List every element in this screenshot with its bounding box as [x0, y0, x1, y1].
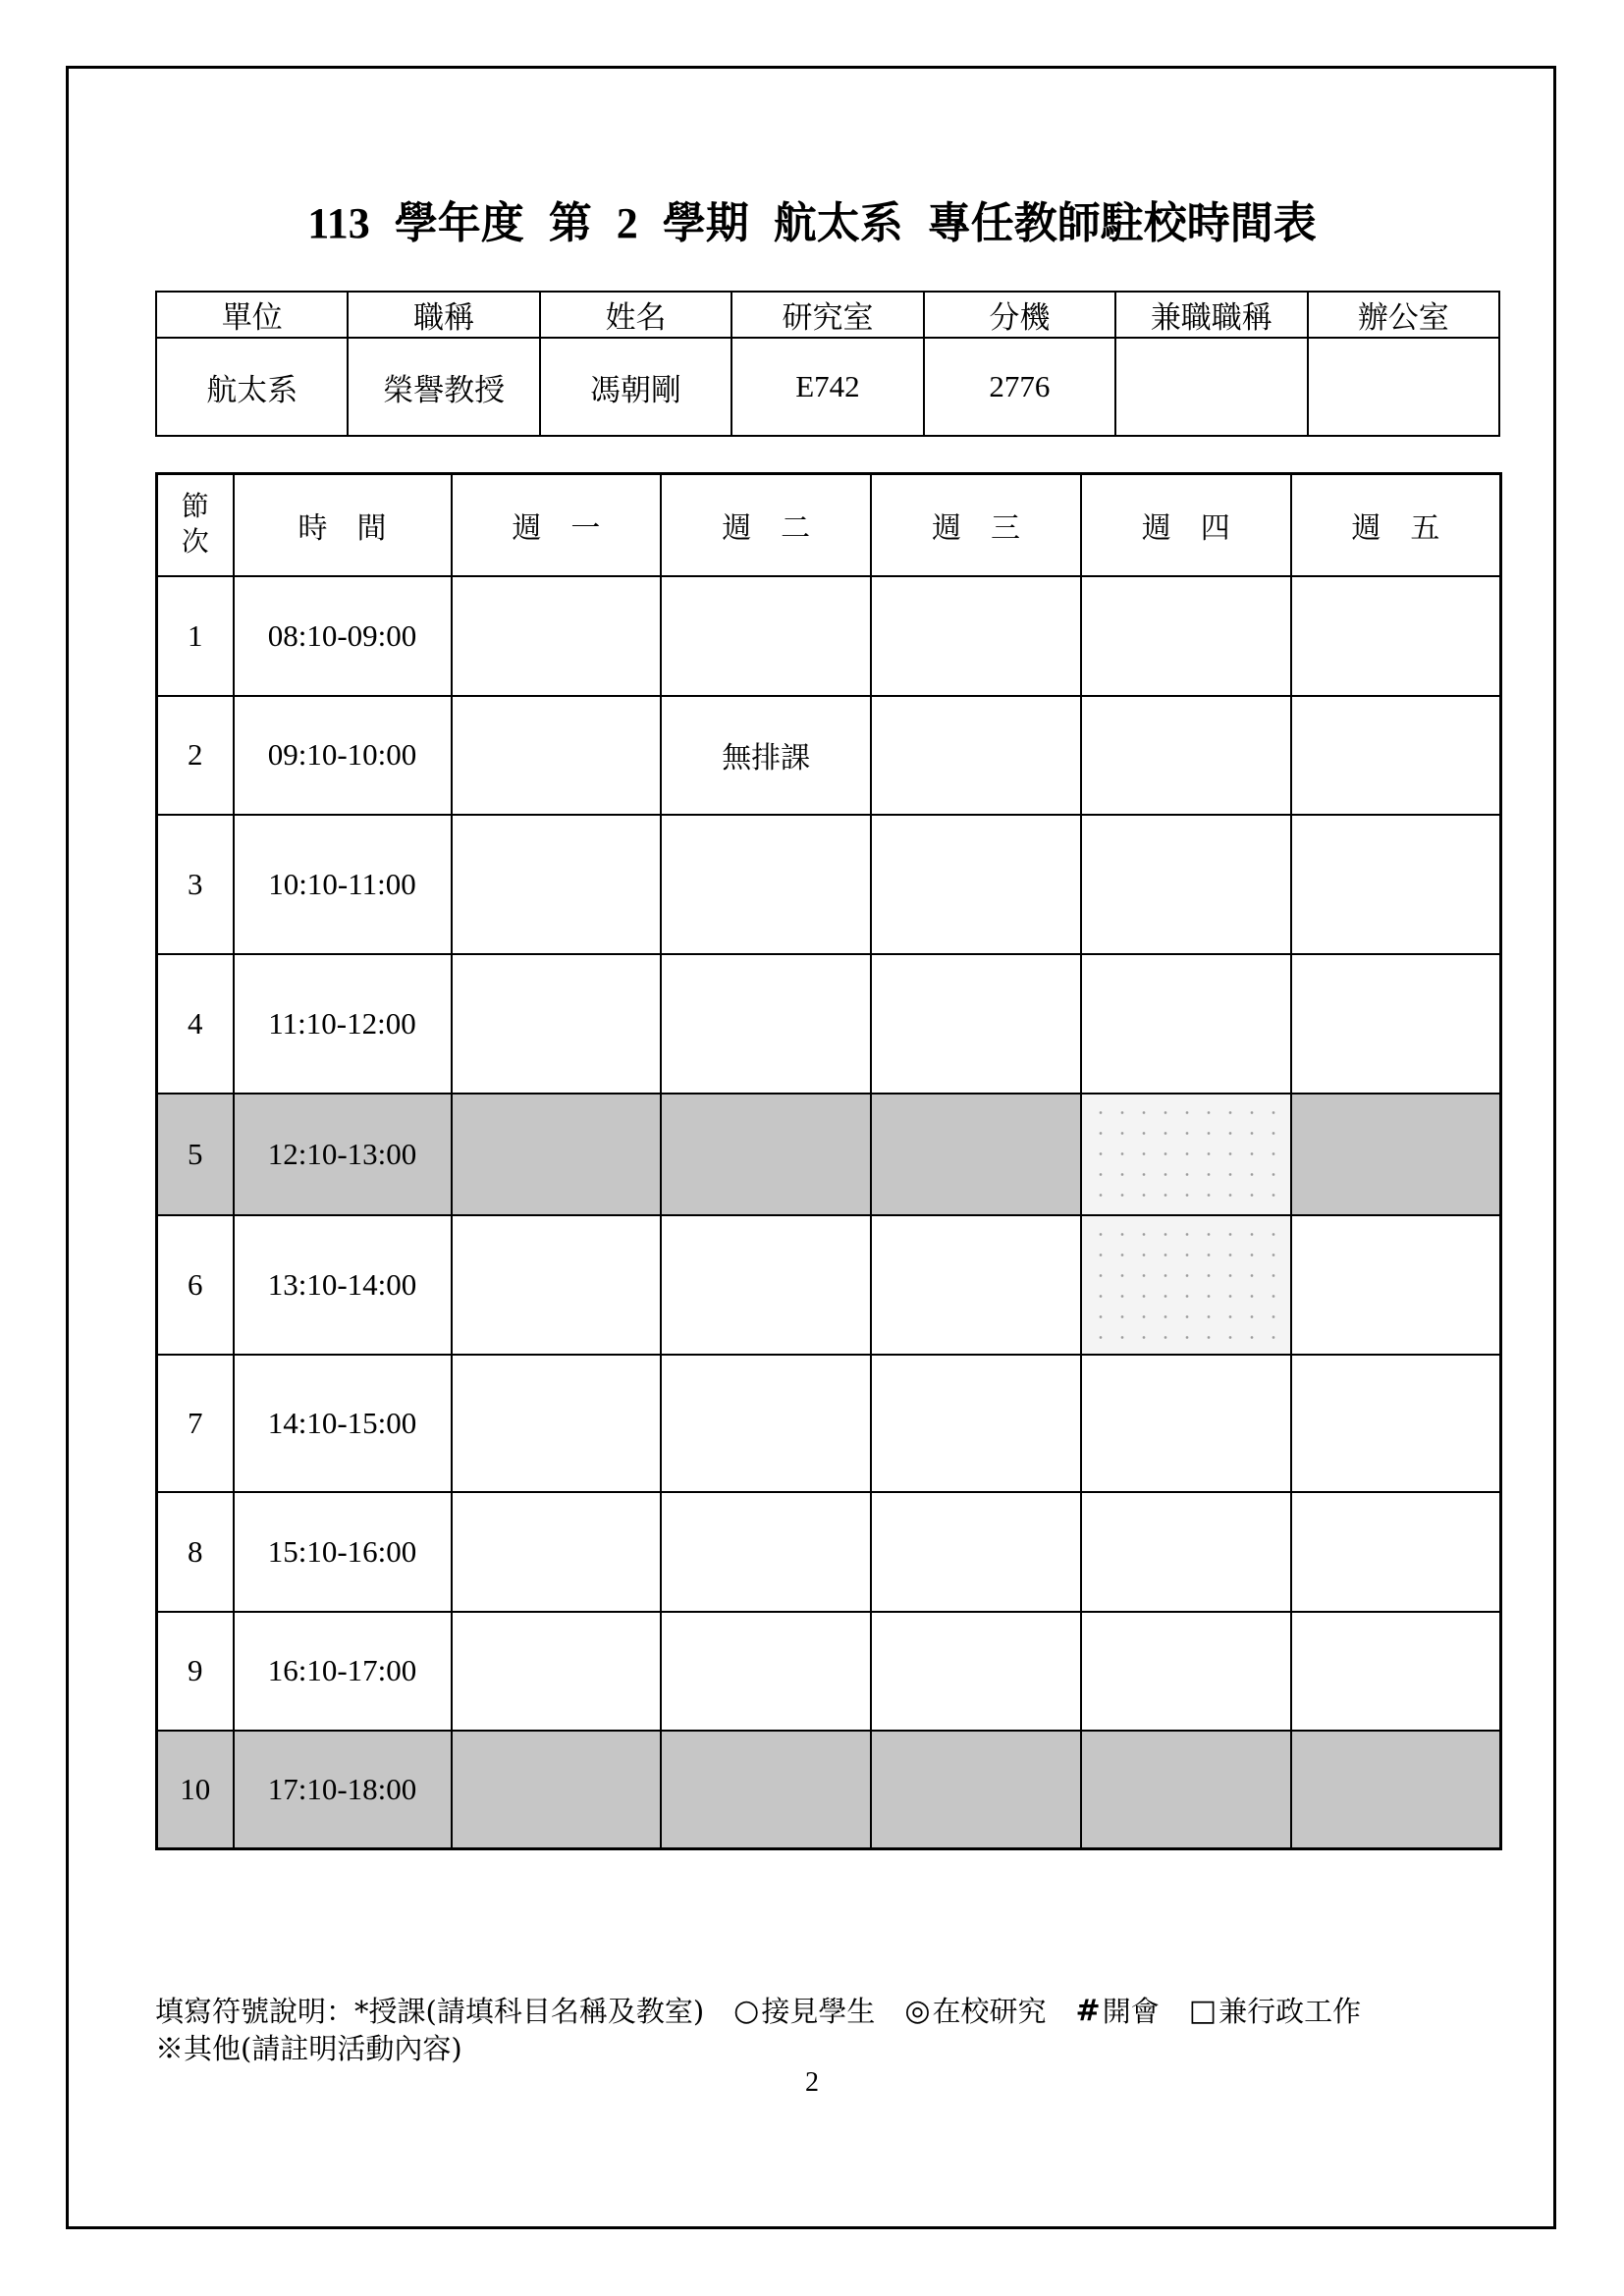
slot-cell-wed [871, 1355, 1081, 1492]
slot-cell-thu [1081, 815, 1291, 954]
slot-cell-mon [452, 815, 662, 954]
time-range-cell: 16:10-17:00 [234, 1612, 452, 1731]
info-unit-value: 航太系 [156, 338, 348, 436]
legend-item-admin-work [1189, 1993, 1361, 2030]
slot-cell-wed [871, 1094, 1081, 1215]
slot-cell-thu [1081, 1731, 1291, 1849]
legend-item-on-campus-research [904, 1993, 1046, 2030]
info-header-unit: 單位 [156, 292, 348, 338]
period-number-cell: 9 [157, 1612, 234, 1731]
slot-cell-wed [871, 1215, 1081, 1355]
slot-cell-fri [1291, 815, 1501, 954]
legend-item-meet-students [733, 1993, 875, 2030]
slot-cell-tue [661, 1355, 871, 1492]
time-range-cell: 10:10-11:00 [234, 815, 452, 954]
period-row [157, 1492, 1501, 1612]
slot-cell-wed [871, 576, 1081, 696]
time-range-cell: 12:10-13:00 [234, 1094, 452, 1215]
info-lab-value: E742 [731, 338, 923, 436]
day-header-fri: 週 五 [1291, 474, 1501, 576]
period-number-cell: 4 [157, 954, 234, 1094]
info-job-title-value: 榮譽教授 [348, 338, 539, 436]
slot-cell-fri [1291, 576, 1501, 696]
page-title: 113 學年度 第 2 學期 航太系 專任教師駐校時間表 [307, 199, 1317, 247]
slot-cell-mon [452, 1355, 662, 1492]
slot-cell-tue [661, 576, 871, 696]
info-concurrent-title-value [1115, 338, 1307, 436]
time-range-cell: 11:10-12:00 [234, 954, 452, 1094]
period-number-cell: 2 [157, 696, 234, 815]
slot-cell-wed [871, 815, 1081, 954]
slot-cell-mon [452, 1215, 662, 1355]
time-range-cell: 09:10-10:00 [234, 696, 452, 815]
symbol-legend [155, 1993, 1530, 2067]
info-header-name: 姓名 [540, 292, 731, 338]
slot-cell-thu [1081, 696, 1291, 815]
slot-cell-thu [1081, 576, 1291, 696]
info-header-office: 辦公室 [1308, 292, 1499, 338]
time-header: 時 間 [234, 474, 452, 576]
slot-cell-fri [1291, 1492, 1501, 1612]
slot-cell-tue: 無排課 [661, 696, 871, 815]
time-range-cell: 08:10-09:00 [234, 576, 452, 696]
time-range-cell: 17:10-18:00 [234, 1731, 452, 1849]
period-header [157, 474, 234, 576]
period-row [157, 815, 1501, 954]
period-row [157, 1612, 1501, 1731]
legend-intro: 填寫符號說明：*授課(請填科目名稱及教室) [155, 1995, 705, 2028]
info-value-row [156, 338, 1499, 436]
period-row [157, 1731, 1501, 1849]
square-icon: □ [1188, 1994, 1218, 2028]
info-office-value [1308, 338, 1499, 436]
period-row [157, 576, 1501, 696]
slot-cell-thu [1081, 1492, 1291, 1612]
period-number-cell: 10 [157, 1731, 234, 1849]
slot-cell-tue [661, 1492, 871, 1612]
schedule-header-row [157, 474, 1501, 576]
period-number-cell: 5 [157, 1094, 234, 1215]
info-header-extension: 分機 [924, 292, 1115, 338]
slot-cell-wed [871, 1612, 1081, 1731]
teacher-info-table [155, 291, 1500, 437]
legend-label: 在校研究 [932, 1995, 1047, 2028]
schedule-table [155, 472, 1502, 1850]
day-header-wed: 週 三 [871, 474, 1081, 576]
day-header-mon: 週 一 [452, 474, 662, 576]
slot-cell-tue [661, 954, 871, 1094]
legend-line-1 [155, 1993, 1530, 2030]
slot-cell-fri [1291, 1612, 1501, 1731]
slot-cell-thu [1081, 1094, 1291, 1215]
slot-cell-wed [871, 954, 1081, 1094]
slot-cell-tue [661, 1215, 871, 1355]
slot-cell-mon [452, 1612, 662, 1731]
period-row [157, 1094, 1501, 1215]
slot-cell-fri [1291, 954, 1501, 1094]
time-range-cell: 13:10-14:00 [234, 1215, 452, 1355]
legend-item-meeting [1076, 1993, 1160, 2030]
info-header-row [156, 292, 1499, 338]
slot-cell-wed [871, 1731, 1081, 1849]
legend-label: 接見學生 [761, 1995, 876, 2028]
slot-cell-mon [452, 1731, 662, 1849]
slot-cell-thu [1081, 954, 1291, 1094]
info-header-lab: 研究室 [731, 292, 923, 338]
slot-cell-fri [1291, 1215, 1501, 1355]
period-row [157, 696, 1501, 815]
slot-cell-fri [1291, 1731, 1501, 1849]
period-number-cell: 3 [157, 815, 234, 954]
day-header-thu: 週 四 [1081, 474, 1291, 576]
slot-cell-wed [871, 696, 1081, 815]
period-header-label: 節次 [181, 491, 209, 558]
info-name-value: 馮朝剛 [540, 338, 731, 436]
slot-cell-thu [1081, 1612, 1291, 1731]
slot-cell-fri [1291, 1355, 1501, 1492]
hash-icon: # [1075, 1994, 1101, 2028]
period-row [157, 1215, 1501, 1355]
slot-cell-mon [452, 954, 662, 1094]
period-number-cell: 1 [157, 576, 234, 696]
slot-cell-fri [1291, 1094, 1501, 1215]
legend-line-2 [155, 2030, 1530, 2067]
page-number: 2 [805, 2067, 819, 2098]
schedule-body [157, 576, 1501, 1849]
slot-cell-mon [452, 696, 662, 815]
time-range-cell: 14:10-15:00 [234, 1355, 452, 1492]
double-circle-icon: ◎ [904, 1994, 931, 2028]
period-number-cell: 6 [157, 1215, 234, 1355]
slot-cell-fri [1291, 696, 1501, 815]
slot-cell-thu [1081, 1355, 1291, 1492]
slot-cell-tue [661, 1731, 871, 1849]
legend-other: ※其他(請註明活動內容) [155, 2032, 462, 2065]
day-header-tue: 週 二 [661, 474, 871, 576]
time-range-cell: 15:10-16:00 [234, 1492, 452, 1612]
slot-cell-thu [1081, 1215, 1291, 1355]
legend-label: 兼行政工作 [1218, 1995, 1362, 2028]
slot-cell-tue [661, 815, 871, 954]
slot-cell-mon [452, 1094, 662, 1215]
period-row [157, 1355, 1501, 1492]
period-number-cell: 7 [157, 1355, 234, 1492]
info-header-concurrent-title: 兼職職稱 [1115, 292, 1307, 338]
slot-cell-mon [452, 1492, 662, 1612]
legend-label: 開會 [1102, 1995, 1160, 2028]
period-number-cell: 8 [157, 1492, 234, 1612]
info-header-job-title: 職稱 [348, 292, 539, 338]
slot-cell-tue [661, 1612, 871, 1731]
circle-icon: ○ [733, 1994, 760, 2028]
slot-cell-tue [661, 1094, 871, 1215]
slot-cell-mon [452, 576, 662, 696]
slot-cell-wed [871, 1492, 1081, 1612]
info-extension-value: 2776 [924, 338, 1115, 436]
period-row [157, 954, 1501, 1094]
